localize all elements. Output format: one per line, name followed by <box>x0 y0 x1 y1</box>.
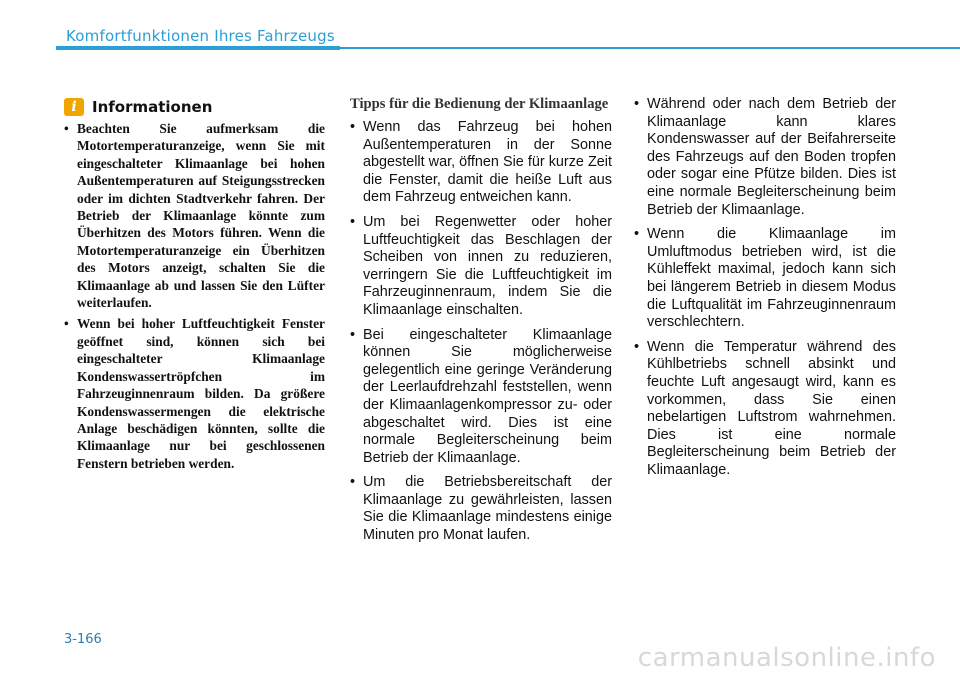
list-item-text: Wenn bei hoher Luftfeuchtigkeit Fenster geöffnet sind, können sich bei eingeschalteter Klimaanlage Kondenswassertröpfchen im Fahrzeuginnenraum bilden. Da größere Kondenswassermengen die elektrische Anlage beschädigen könnten, sollte die Klimaanlage nur bei geschlossenen Fenstern betrieben werden. <box>77 316 325 471</box>
bullet-icon: • <box>64 121 69 136</box>
header-rule-thick <box>56 46 340 50</box>
bullet-icon: • <box>64 316 69 332</box>
section-title: Komfortfunktionen Ihres Fahrzeugs <box>66 27 335 45</box>
watermark: carmanualsonline.info <box>637 643 936 673</box>
list-item <box>350 474 612 544</box>
right-list <box>634 96 896 479</box>
bullet-icon: • <box>350 119 356 135</box>
list-item <box>634 226 896 332</box>
info-title: Informationen <box>92 98 213 116</box>
tips-column <box>350 96 612 552</box>
list-item-text: Um bei Regenwetter oder hoher Luftfeuchtigkeit das Beschlagen der Scheiben von innen zu reduzieren, verringern Sie die Luftfeuchtigkeit im Fahrzeuginnenraum, indem Sie die Klimaanlage einschalten. <box>363 213 612 318</box>
page-header <box>0 0 960 60</box>
right-column <box>634 96 896 486</box>
bullet-icon: • <box>634 226 640 243</box>
list-item <box>350 327 612 468</box>
bullet-icon: • <box>634 96 640 112</box>
info-column <box>64 96 325 476</box>
bullet-icon: • <box>350 474 356 491</box>
list-item <box>634 339 896 480</box>
list-item <box>64 120 325 311</box>
list-item-text: Während oder nach dem Betrieb der Klimaanlage kann klares Kondenswasser auf der Beifahrerseite des Fahrzeugs auf den Boden tropfen oder sogar eine Pfütze bilden. Dies ist eine normale Begleiterscheinung beim Betrieb der Klimaanlage. <box>647 96 896 218</box>
list-item <box>350 214 612 320</box>
info-icon: i <box>64 98 84 116</box>
bullet-icon: • <box>634 338 640 355</box>
tips-title: Tipps für die Bedienung der Klimaanlage <box>350 96 609 112</box>
tips-list <box>350 119 612 545</box>
info-heading <box>64 96 325 118</box>
bullet-icon: • <box>350 326 356 343</box>
header-rule-thin <box>340 47 960 49</box>
list-item-text: Bei eingeschalteter Klimaanlage können Sie möglicherweise gelegentlich eine geringe Veränderung der Leerlaufdrehzahl feststellen, wenn der Klimaanlagenkompressor zu- oder abgeschaltet wird. Dies ist eine normale Begleiterscheinung beim Betrieb der Klimaanlage. <box>363 326 612 466</box>
info-list <box>64 120 325 472</box>
list-item <box>634 96 896 219</box>
list-item-text: Wenn die Temperatur während des Kühlbetriebs schnell absinkt und feuchte Luft angesaugt wird, kann es vorkommen, dass Sie einen nebelartigen Luftstrom wahrnehmen. Dies ist eine normale Begleiterscheinung beim Betrieb der Klimaanlage. <box>647 338 896 478</box>
list-item-text: Um die Betriebsbereitschaft der Klimaanlage zu gewährleisten, lassen Sie die Klimaanlage mindestens einige Minuten pro Monat laufen. <box>363 474 612 544</box>
list-item-text: Wenn die Klimaanlage im Umluftmodus betrieben wird, ist die Kühleffekt maximal, jedoch kann sich bei längerem Betrieb in diesem Modus die Luftqualität im Fahrzeuginnenraum verschlechtern. <box>647 226 896 331</box>
list-item <box>64 315 325 472</box>
list-item <box>350 119 612 207</box>
list-item-text: Wenn das Fahrzeug bei hohen Außentemperaturen in der Sonne abgestellt war, öffnen Sie für kurze Zeit die Fenster, damit die heiße Luft aus dem Fahrzeug entweichen kann. <box>363 119 612 206</box>
list-item-text: Beachten Sie aufmerksam die Motortemperaturanzeige, wenn Sie mit eingeschalteter Klimaanlage bei hohen Außentemperaturen auf Steigungsstrecken oder im dichten Stadtverkehr fahren. Der Betrieb der Klimaanlage könnte zum Überhitzen des Motors führen. Wenn die Motortemperaturanzeige ein Überhitzen des Motors anzeigt, schalten Sie die Klimaanlage ab und lassen Sie den Lüfter weiterlaufen. <box>77 121 325 311</box>
page-number: 3-166 <box>64 632 102 647</box>
bullet-icon: • <box>350 213 356 230</box>
